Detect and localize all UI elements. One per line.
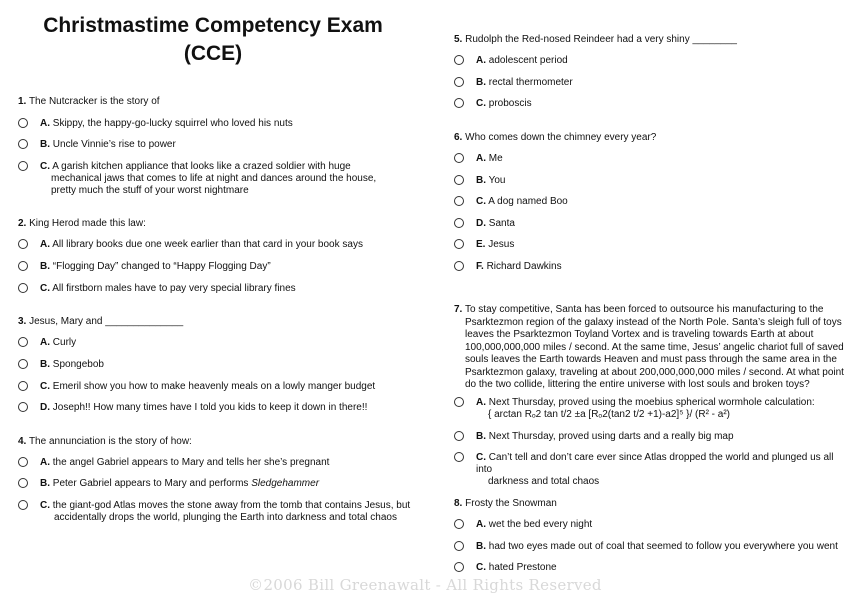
radio-button[interactable]	[18, 402, 28, 412]
option-text: Joseph!! How many times have I told you kids to keep it down in there!!	[52, 402, 368, 413]
option-letter: E.	[476, 239, 486, 250]
option-text: Santa	[488, 218, 515, 229]
option-text: Peter Gabriel appears to Mary and performs	[52, 478, 252, 489]
radio-button[interactable]	[18, 381, 28, 391]
option-text: Spongebob	[52, 359, 104, 370]
question-7	[454, 304, 844, 392]
radio-button[interactable]	[454, 77, 464, 87]
question-text: To stay competitive, Santa has been forced to outsource his manufacturing to the	[464, 304, 824, 315]
radio-button[interactable]	[18, 478, 28, 488]
option-text: Curly	[52, 337, 77, 348]
option-text-line3: pretty much the stuff of your worst nightmare	[51, 185, 249, 196]
question-1	[18, 96, 418, 109]
option-text: A garish kitchen appliance that looks like a crazed soldier with huge	[52, 161, 351, 172]
option-letter: B.	[40, 359, 50, 370]
option-letter: B.	[476, 431, 486, 442]
option-letter: C.	[40, 161, 50, 172]
question-4	[18, 436, 418, 449]
radio-button[interactable]	[454, 218, 464, 228]
option-letter: B.	[40, 478, 50, 489]
question-text: Who comes down the chimney every year?	[465, 132, 657, 143]
question-text: The Nutcracker is the story of	[28, 96, 160, 107]
radio-button[interactable]	[18, 239, 28, 249]
radio-button[interactable]	[18, 118, 28, 128]
radio-button[interactable]	[454, 261, 464, 271]
option-text: Emeril show you how to make heavenly meals on a lowly manger budget	[52, 381, 376, 392]
option-text: wet the bed every night	[488, 519, 593, 530]
option-formula: { arctan Rₒ2 tan t/2 ±a [Rₒ2(tan2 t/2 +1)-a2]⁵ }/ (R² - a²)	[488, 409, 731, 420]
option-letter: A.	[40, 457, 50, 468]
option-text: Jesus	[488, 239, 515, 250]
radio-button[interactable]	[454, 153, 464, 163]
copyright-watermark: ©2006 Bill Greenawalt - All Rights Reserved	[248, 576, 602, 594]
question-text-line: leaves the Psarktezmon Toyland Vortex and is traveling towards Earth at about	[465, 329, 814, 340]
question-text-line: 100,000,000,000 miles / second. At the same time, Jesus’ angelic chariot full of saved	[465, 341, 844, 353]
question-3	[18, 316, 418, 329]
radio-button[interactable]	[454, 55, 464, 65]
radio-button[interactable]	[18, 261, 28, 271]
question-text: Jesus, Mary and ______________	[29, 316, 184, 327]
option-letter: A.	[476, 397, 486, 408]
question-number: 4.	[18, 436, 27, 447]
option-text: rectal thermometer	[488, 77, 573, 88]
option-letter: B.	[476, 175, 486, 186]
radio-button[interactable]	[18, 337, 28, 347]
question-number: 6.	[454, 132, 463, 143]
option-text: Uncle Vinnie’s rise to power	[52, 139, 176, 150]
option-text: Me	[488, 153, 503, 164]
option-letter: C.	[476, 98, 486, 109]
radio-button[interactable]	[18, 283, 28, 293]
option-letter: B.	[476, 77, 486, 88]
option-text: had two eyes made out of coal that seemed to follow you everywhere you went	[488, 541, 838, 552]
option-letter: C.	[40, 283, 50, 294]
option-letter: A.	[476, 519, 486, 530]
option-letter: F.	[476, 261, 484, 272]
option-text: A dog named Boo	[488, 196, 568, 207]
question-text: Rudolph the Red-nosed Reindeer had a very shiny ________	[465, 34, 737, 45]
option-text-italic: Sledgehammer	[251, 478, 320, 489]
option-text: Richard Dawkins	[486, 261, 562, 272]
option-letter: C.	[476, 452, 486, 463]
question-text: Frosty the Snowman	[465, 498, 557, 509]
option-letter: D.	[40, 402, 50, 413]
exam-title	[18, 12, 408, 68]
option-letter: C.	[476, 196, 486, 207]
option-letter: C.	[40, 381, 50, 392]
option-text: All firstborn males have to pay very special library fines	[52, 283, 296, 294]
radio-button[interactable]	[454, 562, 464, 572]
question-2	[18, 218, 418, 231]
option-text-line2: mechanical jaws that comes to life at night and dances around the house,	[51, 173, 377, 184]
radio-button[interactable]	[454, 541, 464, 551]
question-text-line: Psarktezmon region of the galaxy instead of the North Pole. Santa’s sleigh full of toys	[465, 316, 842, 328]
option-letter: B.	[476, 541, 486, 552]
option-letter: A.	[476, 55, 486, 66]
option-text: Skippy, the happy-go-lucky squirrel who loved his nuts	[52, 118, 293, 129]
question-number: 8.	[454, 498, 463, 509]
exam-title-line1: Christmastime Competency Exam	[43, 14, 383, 37]
option-text-line2: accidentally drops the world, plunging the Earth into darkness and total chaos	[54, 512, 397, 523]
option-text-line2: darkness and total chaos	[488, 476, 600, 487]
option-text: “Flogging Day” changed to “Happy Flogging Day”	[52, 261, 271, 272]
option-letter: C.	[40, 500, 50, 511]
option-text: the angel Gabriel appears to Mary and tells her she’s pregnant	[52, 457, 330, 468]
option-text: Can’t tell and don’t care ever since Atlas dropped the world and plunged us all into	[476, 452, 834, 475]
exam-title-line2: (CCE)	[183, 42, 243, 65]
radio-button[interactable]	[454, 431, 464, 441]
question-text-line: Psarktezmon galaxy, traveling at about 200,000,000,000 miles / second. At what point	[465, 366, 844, 378]
radio-button[interactable]	[454, 196, 464, 206]
radio-button[interactable]	[18, 359, 28, 369]
option-text: Next Thursday, proved using darts and a really big map	[488, 431, 734, 442]
option-letter: D.	[476, 218, 486, 229]
radio-button[interactable]	[18, 139, 28, 149]
radio-button[interactable]	[454, 175, 464, 185]
option-letter: B.	[40, 261, 50, 272]
option-letter: A.	[476, 153, 486, 164]
option-text: Next Thursday, proved using the moebius spherical wormhole calculation:	[488, 397, 815, 408]
question-text: The annunciation is the story of how:	[28, 436, 192, 447]
radio-button[interactable]	[454, 452, 464, 462]
option-text: the giant-god Atlas moves the stone away from the tomb that contains Jesus, but	[52, 500, 411, 511]
question-text-line: souls leaves the Earth towards Heaven and must pass through the same area in the	[465, 354, 837, 365]
question-number: 1.	[18, 96, 27, 107]
question-number: 2.	[18, 218, 27, 229]
option-letter: A.	[40, 239, 50, 250]
radio-button[interactable]	[454, 397, 464, 407]
option-text: proboscis	[488, 98, 532, 109]
option-text: You	[488, 175, 506, 186]
option-letter: A.	[40, 118, 50, 129]
question-number: 3.	[18, 316, 27, 327]
option-letter: A.	[40, 337, 50, 348]
question-number: 5.	[454, 34, 463, 45]
option-letter: B.	[40, 139, 50, 150]
option-text: All library books due one week earlier than that card in your book says	[52, 239, 363, 250]
question-8	[454, 498, 844, 511]
question-number: 7.	[454, 304, 463, 315]
question-text: King Herod made this law:	[29, 218, 146, 229]
radio-button[interactable]	[18, 161, 28, 171]
radio-button[interactable]	[454, 519, 464, 529]
question-text-line: do the two collide, littering the entire universe with lost souls and broken toys?	[465, 379, 810, 390]
option-text: hated Prestone	[488, 562, 557, 573]
question-6	[454, 132, 844, 145]
option-letter: C.	[476, 562, 486, 573]
radio-button[interactable]	[454, 239, 464, 249]
radio-button[interactable]	[18, 457, 28, 467]
radio-button[interactable]	[18, 500, 28, 510]
question-5	[454, 34, 844, 47]
radio-button[interactable]	[454, 98, 464, 108]
option-text: adolescent period	[488, 55, 568, 66]
